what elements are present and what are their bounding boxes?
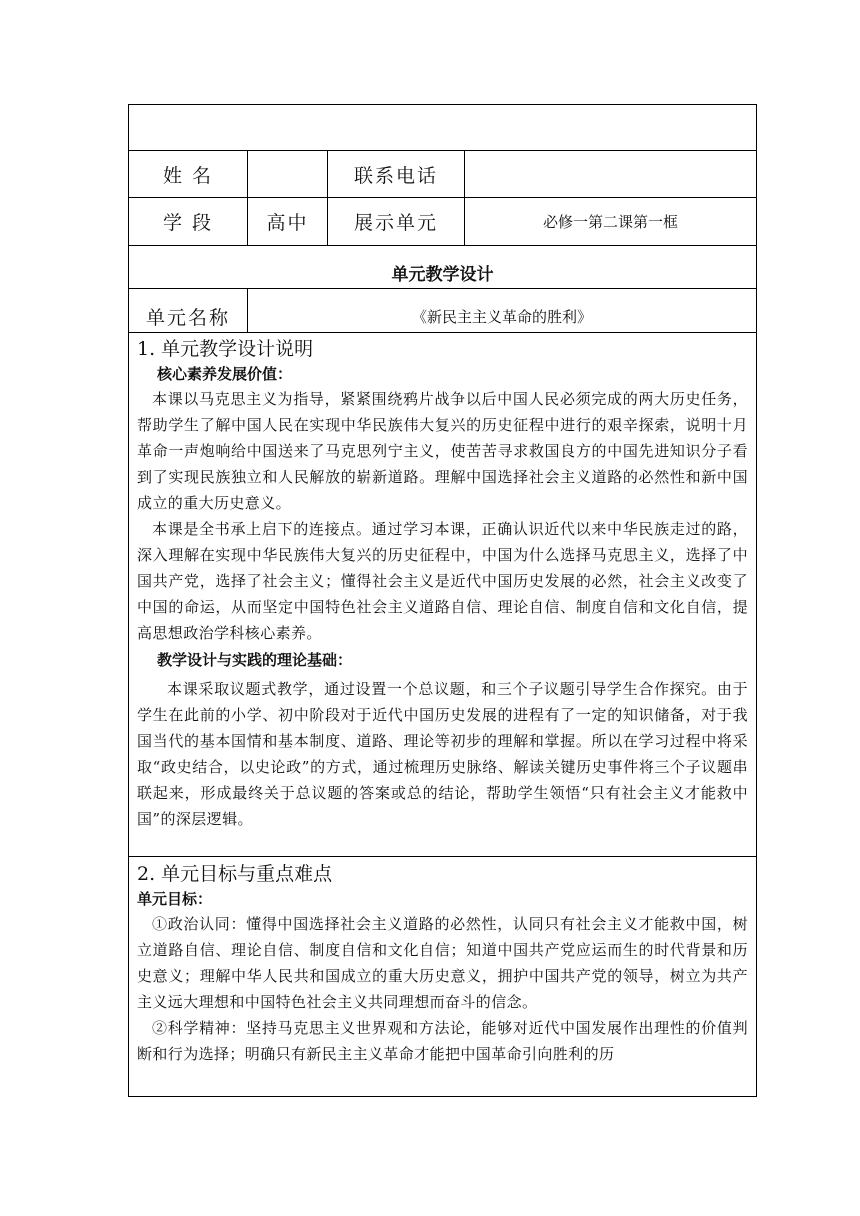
section1-paragraph: 本课是全书承上启下的连接点。通过学习本课，正确认识近代以来中华民族走过的路，深入理解在实现中华民族伟大复兴的历史征程中，中国为什么选择马克思主义，选择了中国共产党，选择了社会主义；懂得社会主义是近代中国历史发展的必然，社会主义改变了中国的命运，从而坚定中国特色社会主义道路自信、理论自信、制度自信和文化自信，提高思想政治学科核心素养。 bbox=[137, 520, 748, 642]
section2-body bbox=[129, 887, 756, 1067]
section2-title: 2. 单元目标与重点难点 bbox=[137, 863, 333, 885]
section1-body bbox=[129, 362, 756, 832]
stage-label: 学 段 bbox=[162, 212, 214, 234]
section1-title: 1. 单元教学设计说明 bbox=[137, 338, 314, 360]
section-design-notes bbox=[128, 332, 757, 856]
unit-name-row bbox=[128, 288, 757, 332]
phone-label: 联系电话 bbox=[327, 151, 464, 197]
core-value-heading: 核心素养发展价值： bbox=[157, 365, 293, 383]
theory-heading: 教学设计与实践的理论基础： bbox=[157, 651, 353, 669]
name-label: 姓 名 bbox=[162, 164, 214, 187]
section-goals bbox=[128, 856, 757, 1097]
phone-field bbox=[464, 151, 756, 197]
design-heading-row bbox=[128, 245, 757, 288]
unit-name-value: 《新民主主义革命的胜利》 bbox=[247, 289, 756, 332]
section1-paragraph: 本课采取议题式教学，通过设置一个总议题，和三个子议题引导学生合作探究。由于学生在此前的小学、初中阶段对于近代中国历史发展的进程有了一定的知识储备，对于我国当代的基本国情和基本制度、道路、理论等初步的理解和掌握。所以在学习过程中将采取“政史结合，以史论政”的方式，通过梳理历史脉络、解读关键历史事件将三个子议题串联起来，形成最终关于总议题的答案或总的结论，帮助学生领悟“只有社会主义才能救中国”的深层逻辑。 bbox=[137, 680, 748, 828]
document-page bbox=[128, 104, 759, 1097]
name-field bbox=[247, 151, 327, 197]
unit-name-label: 单元名称 bbox=[145, 307, 230, 329]
name-phone-row bbox=[128, 150, 757, 197]
blank-header-row bbox=[128, 104, 757, 150]
unit-show-label: 展示单元 bbox=[327, 198, 464, 245]
section1-paragraph: 本课以马克思主义为指导，紧紧围绕鸦片战争以后中国人民必须完成的两大历史任务，帮助学生了解中国人民在实现中华民族伟大复兴的历史征程中进行的艰辛探索，说明十月革命一声炮响给中国送来了马克思列宁主义，使苦苦寻求救国良方的中国先进知识分子看到了实现民族独立和人民解放的崭新道路。理解中国选择社会主义道路的必然性和新中国成立的重大历史意义。 bbox=[137, 390, 748, 512]
goal-paragraph: ①政治认同：懂得中国选择社会主义道路的必然性，认同只有社会主义才能救中国，树立道路自信、理论自信、制度自信和文化自信；知道中国共产党应运而生的时代背景和历史意义；理解中华人民共和国成立的重大历史意义，拥护中国共产党的领导，树立为共产主义远大理想和中国特色社会主义共同理想而奋斗的信念。 bbox=[137, 915, 748, 1011]
design-heading: 单元教学设计 bbox=[391, 264, 494, 285]
goal-heading: 单元目标： bbox=[137, 890, 213, 908]
stage-value: 高中 bbox=[247, 198, 327, 245]
unit-show-value: 必修一第二课第一框 bbox=[464, 198, 756, 245]
stage-unit-row bbox=[128, 197, 757, 245]
goal-paragraph: ②科学精神：坚持马克思主义世界观和方法论，能够对近代中国发展作出理性的价值判断和行为选择；明确只有新民主主义革命才能把中国革命引向胜利的历 bbox=[137, 1019, 748, 1063]
